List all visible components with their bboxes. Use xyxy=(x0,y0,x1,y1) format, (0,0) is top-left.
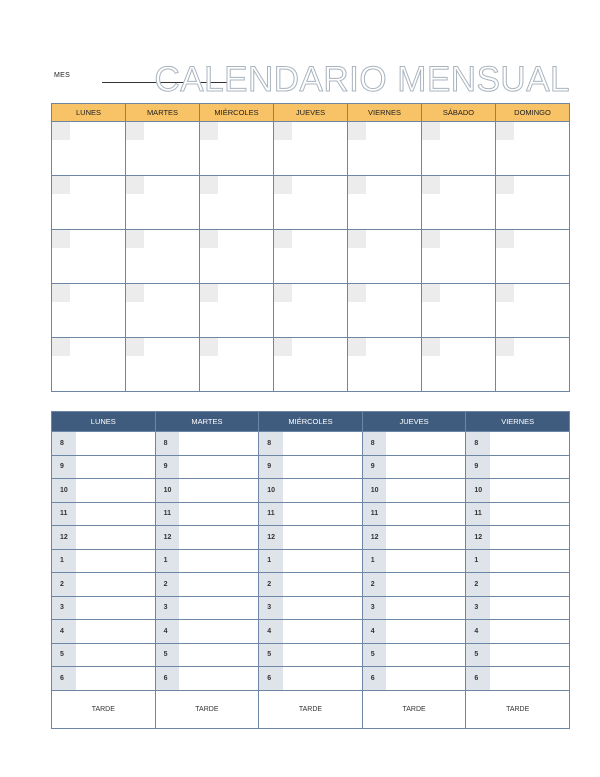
hour-slot[interactable] xyxy=(179,502,259,526)
hour-slot[interactable] xyxy=(490,549,570,573)
hour-label: 6 xyxy=(259,667,283,691)
hour-slot[interactable] xyxy=(179,549,259,573)
hour-slot[interactable] xyxy=(386,573,466,597)
hour-label: 6 xyxy=(155,667,179,691)
hour-label: 4 xyxy=(155,620,179,644)
hour-label: 5 xyxy=(155,643,179,667)
day-number-box[interactable] xyxy=(348,338,366,356)
hour-slot[interactable] xyxy=(490,455,570,479)
hour-label: 12 xyxy=(52,526,76,550)
hour-label: 8 xyxy=(362,432,386,456)
hour-slot[interactable] xyxy=(283,502,363,526)
hour-label: 12 xyxy=(362,526,386,550)
hour-row xyxy=(52,549,570,573)
day-cell[interactable] xyxy=(348,284,422,338)
day-number-box[interactable] xyxy=(52,230,70,248)
day-cell[interactable] xyxy=(422,338,496,392)
month-label: MES xyxy=(54,72,71,79)
hour-label: 8 xyxy=(259,432,283,456)
hour-slot[interactable] xyxy=(490,479,570,503)
day-number-box[interactable] xyxy=(126,230,144,248)
day-cell[interactable] xyxy=(200,284,274,338)
hour-slot[interactable] xyxy=(76,667,156,691)
day-cell[interactable] xyxy=(52,230,126,284)
day-cell[interactable] xyxy=(200,122,274,176)
hour-slot[interactable] xyxy=(179,432,259,456)
day-cell[interactable] xyxy=(496,122,570,176)
day-cell[interactable] xyxy=(422,230,496,284)
day-cell[interactable] xyxy=(496,230,570,284)
month-day-header: MARTES xyxy=(126,104,200,122)
hour-slot[interactable] xyxy=(490,667,570,691)
day-cell[interactable] xyxy=(274,284,348,338)
hour-label: 12 xyxy=(155,526,179,550)
hour-slot[interactable] xyxy=(283,643,363,667)
page-title: CALENDARIO MENSUAL xyxy=(154,60,570,99)
day-number-box[interactable] xyxy=(422,176,440,194)
hour-slot[interactable] xyxy=(179,573,259,597)
day-cell[interactable] xyxy=(274,122,348,176)
hour-slot[interactable] xyxy=(76,526,156,550)
hour-slot[interactable] xyxy=(490,596,570,620)
hour-label: 10 xyxy=(466,479,490,503)
day-cell[interactable] xyxy=(496,338,570,392)
day-cell[interactable] xyxy=(52,122,126,176)
day-number-box[interactable] xyxy=(52,176,70,194)
hour-slot[interactable] xyxy=(76,549,156,573)
hour-slot[interactable] xyxy=(386,502,466,526)
hour-slot[interactable] xyxy=(179,667,259,691)
afternoon-row xyxy=(52,690,570,728)
afternoon-cell[interactable]: TARDE xyxy=(155,690,259,728)
hour-slot[interactable] xyxy=(386,667,466,691)
hour-label: 3 xyxy=(466,596,490,620)
week-weekday-header xyxy=(52,412,570,432)
hour-label: 9 xyxy=(362,455,386,479)
hour-label: 8 xyxy=(52,432,76,456)
day-number-box[interactable] xyxy=(348,122,366,140)
month-day-header: JUEVES xyxy=(274,104,348,122)
hour-label: 11 xyxy=(259,502,283,526)
hour-slot[interactable] xyxy=(179,596,259,620)
day-cell[interactable] xyxy=(274,176,348,230)
hour-slot[interactable] xyxy=(386,643,466,667)
day-cell[interactable] xyxy=(274,338,348,392)
day-number-box[interactable] xyxy=(200,230,218,248)
weekly-schedule-grid xyxy=(51,411,570,729)
day-number-box[interactable] xyxy=(274,284,292,302)
monthly-calendar-grid xyxy=(51,103,570,392)
month-day-header: DOMINGO xyxy=(496,104,570,122)
hour-label: 10 xyxy=(259,479,283,503)
hour-slot[interactable] xyxy=(386,620,466,644)
day-cell[interactable] xyxy=(126,338,200,392)
afternoon-cell[interactable]: TARDE xyxy=(362,690,466,728)
hour-slot[interactable] xyxy=(490,502,570,526)
hour-slot[interactable] xyxy=(179,479,259,503)
day-number-box[interactable] xyxy=(126,338,144,356)
day-cell[interactable] xyxy=(126,284,200,338)
day-number-box[interactable] xyxy=(126,284,144,302)
hour-row xyxy=(52,526,570,550)
hour-label: 3 xyxy=(259,596,283,620)
hour-slot[interactable] xyxy=(386,455,466,479)
day-number-box[interactable] xyxy=(200,284,218,302)
hour-label: 9 xyxy=(155,455,179,479)
day-number-box[interactable] xyxy=(348,176,366,194)
hour-label: 9 xyxy=(52,455,76,479)
day-number-box[interactable] xyxy=(496,338,514,356)
day-cell[interactable] xyxy=(200,176,274,230)
hour-row xyxy=(52,432,570,456)
hour-slot[interactable] xyxy=(386,432,466,456)
hour-label: 11 xyxy=(155,502,179,526)
hour-slot[interactable] xyxy=(386,479,466,503)
hour-slot[interactable] xyxy=(283,432,363,456)
hour-slot[interactable] xyxy=(283,573,363,597)
hour-row xyxy=(52,620,570,644)
hour-label: 10 xyxy=(155,479,179,503)
hour-label: 1 xyxy=(155,549,179,573)
day-number-box[interactable] xyxy=(200,338,218,356)
hour-label: 1 xyxy=(52,549,76,573)
month-week-row xyxy=(52,284,570,338)
day-cell[interactable] xyxy=(422,122,496,176)
day-cell[interactable] xyxy=(126,176,200,230)
hour-label: 9 xyxy=(259,455,283,479)
hour-label: 2 xyxy=(52,573,76,597)
month-day-header: MIÉRCOLES xyxy=(200,104,274,122)
hour-label: 6 xyxy=(362,667,386,691)
hour-label: 10 xyxy=(52,479,76,503)
week-day-header: VIERNES xyxy=(466,412,570,432)
hour-slot[interactable] xyxy=(386,596,466,620)
day-cell[interactable] xyxy=(348,338,422,392)
day-number-box[interactable] xyxy=(126,176,144,194)
day-number-box[interactable] xyxy=(496,284,514,302)
day-number-box[interactable] xyxy=(274,176,292,194)
hour-label: 8 xyxy=(155,432,179,456)
hour-label: 5 xyxy=(52,643,76,667)
hour-row xyxy=(52,667,570,691)
hour-slot[interactable] xyxy=(76,479,156,503)
day-number-box[interactable] xyxy=(274,122,292,140)
hour-label: 4 xyxy=(52,620,76,644)
day-number-box[interactable] xyxy=(422,284,440,302)
afternoon-cell[interactable]: TARDE xyxy=(259,690,363,728)
afternoon-cell[interactable]: TARDE xyxy=(466,690,570,728)
day-number-box[interactable] xyxy=(422,338,440,356)
hour-label: 5 xyxy=(259,643,283,667)
hour-label: 11 xyxy=(362,502,386,526)
day-number-box[interactable] xyxy=(200,122,218,140)
hour-label: 1 xyxy=(466,549,490,573)
page-header xyxy=(51,60,570,100)
day-number-box[interactable] xyxy=(496,176,514,194)
hour-slot[interactable] xyxy=(490,573,570,597)
day-cell[interactable] xyxy=(200,230,274,284)
day-number-box[interactable] xyxy=(52,338,70,356)
day-cell[interactable] xyxy=(348,230,422,284)
day-cell[interactable] xyxy=(348,176,422,230)
hour-slot[interactable] xyxy=(76,432,156,456)
hour-label: 3 xyxy=(52,596,76,620)
hour-slot[interactable] xyxy=(490,432,570,456)
hour-label: 3 xyxy=(155,596,179,620)
hour-label: 2 xyxy=(362,573,386,597)
day-number-box[interactable] xyxy=(422,122,440,140)
day-number-box[interactable] xyxy=(274,338,292,356)
day-cell[interactable] xyxy=(126,122,200,176)
hour-label: 1 xyxy=(362,549,386,573)
hour-slot[interactable] xyxy=(179,526,259,550)
month-weekday-header xyxy=(52,104,570,122)
hour-slot[interactable] xyxy=(76,502,156,526)
hour-slot[interactable] xyxy=(490,620,570,644)
hour-label: 2 xyxy=(466,573,490,597)
day-number-box[interactable] xyxy=(496,230,514,248)
hour-slot[interactable] xyxy=(283,620,363,644)
hour-slot[interactable] xyxy=(76,643,156,667)
hour-label: 6 xyxy=(466,667,490,691)
week-day-header: LUNES xyxy=(52,412,156,432)
hour-slot[interactable] xyxy=(386,526,466,550)
hour-label: 2 xyxy=(155,573,179,597)
month-week-row xyxy=(52,176,570,230)
hour-label: 8 xyxy=(466,432,490,456)
hour-label: 12 xyxy=(259,526,283,550)
day-number-box[interactable] xyxy=(52,122,70,140)
hour-label: 4 xyxy=(259,620,283,644)
hour-slot[interactable] xyxy=(283,526,363,550)
week-day-header: MARTES xyxy=(155,412,259,432)
day-number-box[interactable] xyxy=(274,230,292,248)
day-number-box[interactable] xyxy=(126,122,144,140)
day-cell[interactable] xyxy=(52,176,126,230)
hour-label: 4 xyxy=(362,620,386,644)
hour-slot[interactable] xyxy=(490,643,570,667)
week-day-header: MIÉRCOLES xyxy=(259,412,363,432)
hour-slot[interactable] xyxy=(76,573,156,597)
hour-slot[interactable] xyxy=(179,620,259,644)
month-day-header: VIERNES xyxy=(348,104,422,122)
hour-slot[interactable] xyxy=(179,455,259,479)
hour-slot[interactable] xyxy=(283,596,363,620)
day-cell[interactable] xyxy=(496,284,570,338)
hour-slot[interactable] xyxy=(76,620,156,644)
day-cell[interactable] xyxy=(422,284,496,338)
hour-label: 10 xyxy=(362,479,386,503)
hour-row xyxy=(52,596,570,620)
hour-label: 11 xyxy=(466,502,490,526)
day-cell[interactable] xyxy=(348,122,422,176)
month-week-row xyxy=(52,122,570,176)
day-number-box[interactable] xyxy=(496,122,514,140)
day-cell[interactable] xyxy=(126,230,200,284)
month-day-header: SÁBADO xyxy=(422,104,496,122)
hour-row xyxy=(52,479,570,503)
hour-slot[interactable] xyxy=(179,643,259,667)
hour-label: 6 xyxy=(52,667,76,691)
hour-row xyxy=(52,573,570,597)
month-week-row xyxy=(52,338,570,392)
month-day-header: LUNES xyxy=(52,104,126,122)
hour-label: 2 xyxy=(259,573,283,597)
day-number-box[interactable] xyxy=(422,230,440,248)
month-week-row xyxy=(52,230,570,284)
hour-slot[interactable] xyxy=(283,667,363,691)
day-cell[interactable] xyxy=(52,284,126,338)
hour-slot[interactable] xyxy=(490,526,570,550)
hour-label: 9 xyxy=(466,455,490,479)
hour-label: 5 xyxy=(362,643,386,667)
hour-label: 3 xyxy=(362,596,386,620)
day-cell[interactable] xyxy=(422,176,496,230)
hour-slot[interactable] xyxy=(76,455,156,479)
hour-row xyxy=(52,643,570,667)
hour-slot[interactable] xyxy=(283,479,363,503)
day-cell[interactable] xyxy=(52,338,126,392)
hour-slot[interactable] xyxy=(76,596,156,620)
day-cell[interactable] xyxy=(274,230,348,284)
hour-label: 1 xyxy=(259,549,283,573)
afternoon-cell[interactable]: TARDE xyxy=(52,690,156,728)
hour-slot[interactable] xyxy=(283,549,363,573)
hour-row xyxy=(52,455,570,479)
day-cell[interactable] xyxy=(200,338,274,392)
hour-slot[interactable] xyxy=(386,549,466,573)
day-cell[interactable] xyxy=(496,176,570,230)
hour-label: 4 xyxy=(466,620,490,644)
day-number-box[interactable] xyxy=(348,284,366,302)
hour-row xyxy=(52,502,570,526)
hour-slot[interactable] xyxy=(283,455,363,479)
day-number-box[interactable] xyxy=(200,176,218,194)
day-number-box[interactable] xyxy=(52,284,70,302)
hour-label: 12 xyxy=(466,526,490,550)
hour-label: 5 xyxy=(466,643,490,667)
day-number-box[interactable] xyxy=(348,230,366,248)
hour-label: 11 xyxy=(52,502,76,526)
week-day-header: JUEVES xyxy=(362,412,466,432)
